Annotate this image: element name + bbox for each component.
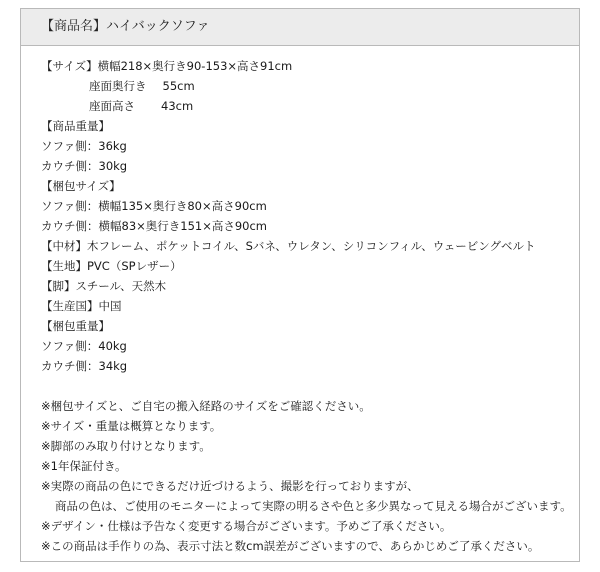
spec-pack-size-couch: カウチ側：横幅83×奥行き151×高さ90cm [41, 219, 268, 233]
spec-pack-weight-sofa: ソファ側：40kg [41, 339, 127, 353]
spec-material: 【中材】木フレーム、ポケットコイル、Sバネ、ウレタン、シリコンフィル、ウェービングベルト [41, 239, 536, 253]
section-spacer [41, 376, 579, 396]
spec-pack-size-heading: 【梱包サイズ】 [41, 179, 121, 193]
note-color-continued: 商品の色は、ご使用のモニターによって実際の明るさや色と多少異なって見える場合がございます。 [55, 499, 572, 513]
spec-legs: 【脚】スチール、天然木 [41, 279, 167, 293]
note-design-change: ※デザイン・仕様は予告なく変更する場合がございます。予めご了承ください。 [41, 519, 452, 533]
spec-pack-weight-heading: 【梱包重量】 [41, 319, 110, 333]
product-name-header: 【商品名】ハイバックソファ [21, 9, 579, 46]
note-legs-assembly: ※脚部のみ取り付けとなります。 [41, 439, 211, 453]
seat-height-value: 43cm [161, 99, 194, 113]
seat-height-label: 座面高さ [89, 99, 135, 113]
note-handmade: ※この商品は手作りの為、表示寸法と数cm誤差がございますので、あらかじめご了承ください。 [41, 539, 540, 553]
spec-seat-depth [41, 76, 579, 96]
spec-fabric: 【生地】PVC（SPレザー） [41, 259, 182, 273]
spec-weight-heading: 【商品重量】 [41, 119, 110, 133]
note-pack-size: ※梱包サイズと、ご自宅の搬入経路のサイズをご確認ください。 [41, 399, 371, 413]
note-size-weight: ※サイズ・重量は概算となります。 [41, 419, 222, 433]
spec-seat-height [41, 96, 579, 116]
seat-depth-label: 座面奥行き [89, 79, 147, 93]
note-warranty: ※1年保証付き。 [41, 459, 127, 473]
spec-origin: 【生産国】中国 [41, 299, 122, 313]
spec-pack-weight-couch: カウチ側：34kg [41, 359, 128, 373]
spec-body [21, 46, 579, 556]
spec-weight-sofa: ソファ側：36kg [41, 139, 127, 153]
note-color: ※実際の商品の色にできるだけ近づけるよう、撮影を行っておりますが、 [41, 479, 419, 493]
spec-size: 【サイズ】横幅218×奥行き90-153×高さ91cm [41, 59, 293, 73]
spec-box [20, 8, 580, 562]
spec-weight-couch: カウチ側：30kg [41, 159, 128, 173]
spec-pack-size-sofa: ソファ側：横幅135×奥行き80×高さ90cm [41, 199, 267, 213]
seat-depth-value: 55cm [162, 79, 195, 93]
